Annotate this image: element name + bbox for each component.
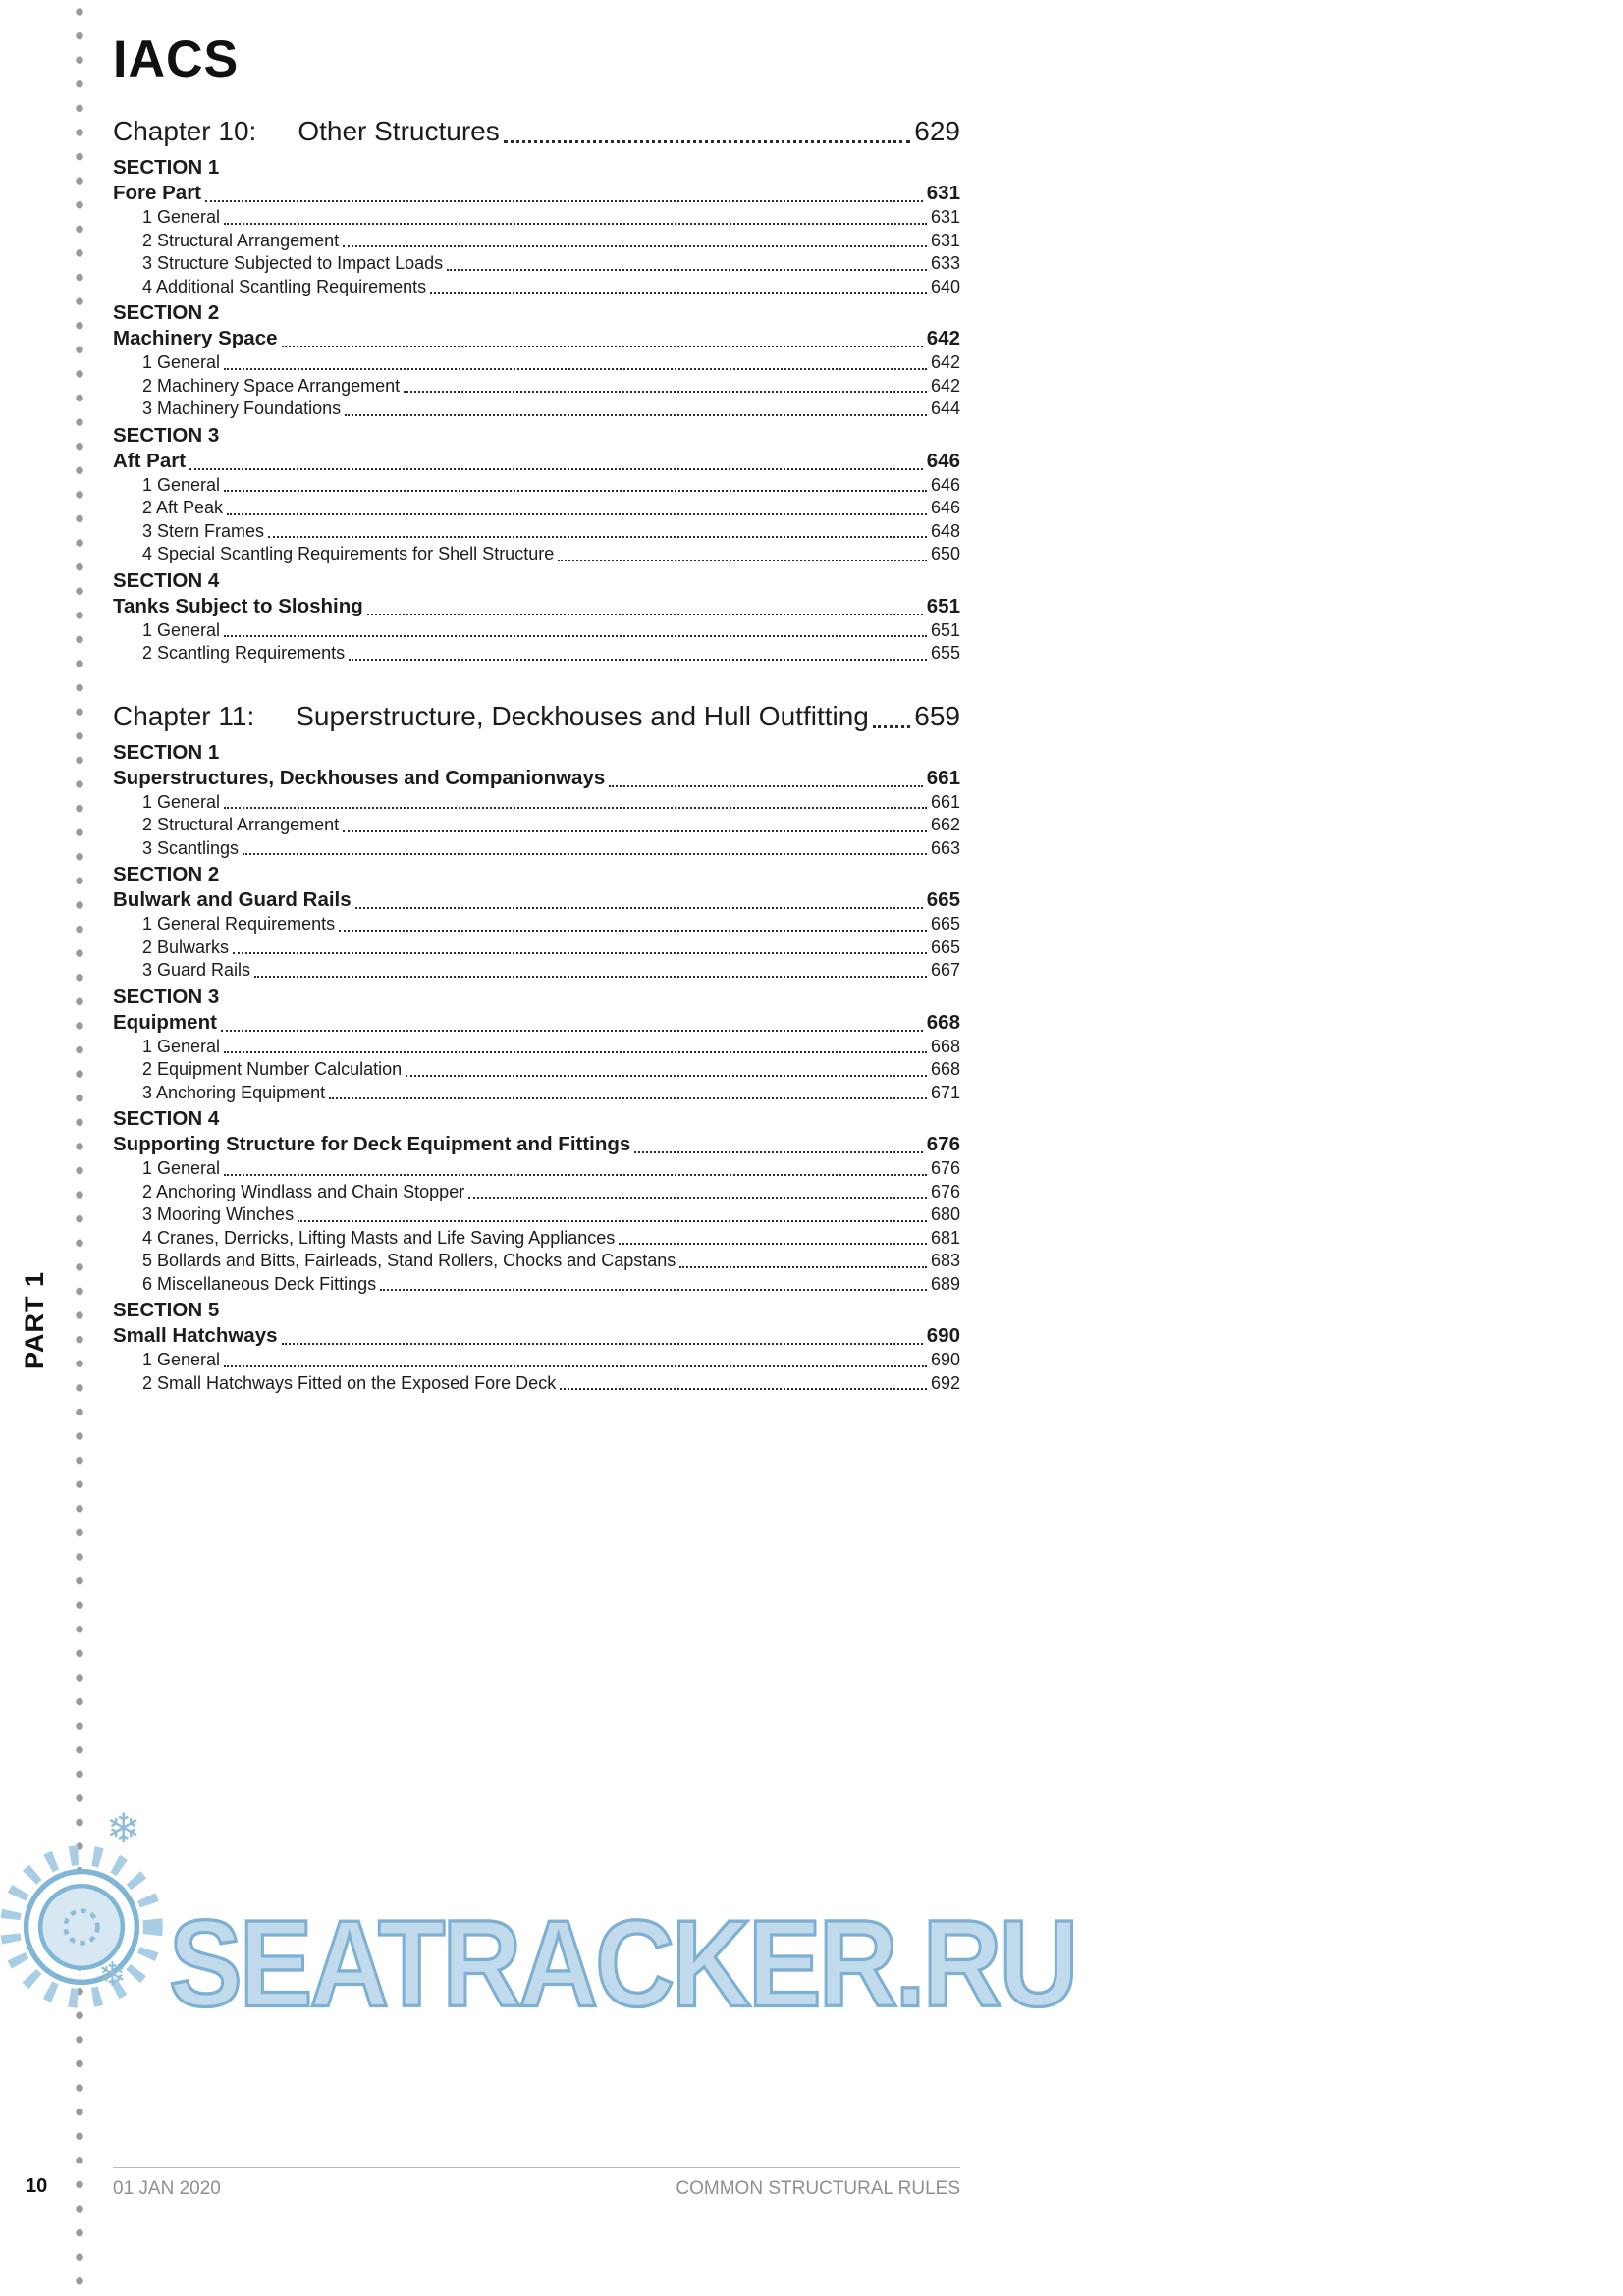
toc-row-item bbox=[113, 959, 960, 983]
footer-date: 01 JAN 2020 bbox=[113, 2178, 221, 2199]
toc-entry-title: 2 Machinery Space Arrangement bbox=[142, 375, 401, 396]
dot-leader bbox=[339, 930, 927, 932]
toc-row-section bbox=[113, 1132, 960, 1157]
toc-entry-title: 2 Equipment Number Calculation bbox=[142, 1059, 403, 1079]
toc-entry-page: 681 bbox=[930, 1227, 960, 1248]
toc-entry-title: 2 Aft Peak bbox=[142, 498, 224, 517]
section-label-text: SECTION 5 bbox=[113, 1299, 220, 1321]
dot-leader bbox=[224, 1174, 927, 1176]
dot-leader bbox=[447, 269, 927, 271]
toc-row-item bbox=[113, 1203, 960, 1227]
toc-entry-page: 676 bbox=[926, 1133, 960, 1155]
dot-leader bbox=[224, 490, 927, 492]
toc-entry-page: 690 bbox=[926, 1324, 960, 1347]
toc-row-section_label bbox=[113, 1106, 960, 1132]
toc-row-item bbox=[113, 1036, 960, 1059]
dot-leader bbox=[224, 635, 927, 637]
toc-row-section bbox=[113, 594, 960, 619]
toc-entry-title: Machinery Space bbox=[113, 327, 278, 349]
toc-row-section_label bbox=[113, 985, 960, 1010]
page-footer bbox=[113, 2167, 960, 2200]
toc-entry-page: 661 bbox=[930, 791, 960, 812]
toc-entry-page: 692 bbox=[930, 1372, 960, 1393]
toc-row-section_label bbox=[113, 1298, 960, 1323]
toc-entry-title: 4 Additional Scantling Requirements bbox=[142, 276, 427, 296]
section-label-text: SECTION 1 bbox=[113, 156, 220, 179]
toc-row-section bbox=[113, 887, 960, 913]
toc-row-item bbox=[113, 474, 960, 498]
toc-entry-page: 651 bbox=[926, 594, 960, 617]
toc-entry-page: 631 bbox=[930, 207, 960, 227]
toc-entry-title: 1 General bbox=[142, 474, 221, 495]
dot-leader bbox=[430, 292, 927, 294]
toc-entry-page: 667 bbox=[930, 960, 960, 980]
toc-entry-page: 676 bbox=[930, 1158, 960, 1178]
toc-entry-title: 1 General bbox=[142, 352, 221, 372]
toc-entry-title: Supporting Structure for Deck Equipment and Fittings bbox=[113, 1133, 631, 1155]
toc-entry-page: 655 bbox=[930, 643, 960, 663]
toc-entry-page: 680 bbox=[930, 1204, 960, 1224]
toc-row-item bbox=[113, 642, 960, 666]
dot-leader bbox=[224, 807, 927, 809]
toc-row-section_label bbox=[113, 568, 960, 594]
toc-row-section bbox=[113, 1010, 960, 1036]
watermark-text: SEATRACKER.RU bbox=[169, 1895, 1076, 2033]
toc-entry-page: 651 bbox=[930, 619, 960, 640]
section-label-text: SECTION 3 bbox=[113, 985, 220, 1008]
dot-leader bbox=[233, 952, 927, 954]
toc-row-item bbox=[113, 375, 960, 399]
section-label-text: SECTION 4 bbox=[113, 568, 220, 592]
part-label: PART 1 bbox=[20, 1271, 49, 1370]
toc-row-section bbox=[113, 766, 960, 791]
toc-entry-title: 2 Structural Arrangement bbox=[142, 815, 340, 834]
section-label-text: SECTION 4 bbox=[113, 1107, 220, 1130]
toc-entry-title: Chapter 11: Superstructure, Deckhouses and Hull Outfitting bbox=[113, 700, 869, 731]
toc-row-item bbox=[113, 1273, 960, 1297]
dot-leader bbox=[343, 830, 927, 832]
page-number: 10 bbox=[26, 2175, 48, 2197]
toc-entry-title: Superstructures, Deckhouses and Companionways bbox=[113, 766, 606, 789]
toc-entry-page: 642 bbox=[930, 352, 960, 372]
snowflake-icon: ❄ bbox=[106, 1804, 141, 1852]
toc-entry-page: 650 bbox=[930, 544, 960, 563]
sun-burst-icon bbox=[0, 1838, 171, 2021]
toc-entry-page: 648 bbox=[930, 520, 960, 541]
toc-entry-title: 1 General bbox=[142, 619, 221, 640]
dot-leader bbox=[189, 468, 923, 470]
dot-leader bbox=[609, 785, 923, 787]
dot-leader bbox=[355, 907, 923, 909]
dot-leader bbox=[560, 1388, 927, 1390]
toc-entry-page: 644 bbox=[930, 399, 960, 418]
toc-row-section bbox=[113, 1323, 960, 1349]
dot-leader bbox=[205, 200, 923, 202]
toc-entry-title: 3 Mooring Winches bbox=[142, 1204, 295, 1224]
dot-leader bbox=[254, 976, 927, 978]
toc-entry-title: 3 Stern Frames bbox=[142, 520, 265, 541]
toc-row-item bbox=[113, 1058, 960, 1082]
toc-entry-page: 642 bbox=[926, 327, 960, 349]
dot-leader bbox=[404, 391, 927, 393]
toc-entry-page: 663 bbox=[930, 837, 960, 858]
toc-entry-page: 676 bbox=[930, 1181, 960, 1201]
toc-entry-title: Bulwark and Guard Rails bbox=[113, 888, 352, 911]
toc-row-item bbox=[113, 1181, 960, 1204]
toc-entry-page: 631 bbox=[926, 182, 960, 204]
toc-entry-title: 1 General bbox=[142, 1350, 221, 1369]
toc-row-item bbox=[113, 791, 960, 815]
toc-entry-page: 671 bbox=[930, 1082, 960, 1102]
toc-entry-page: 629 bbox=[914, 116, 960, 146]
toc-row-item bbox=[113, 497, 960, 520]
toc bbox=[113, 112, 960, 1395]
dot-leader bbox=[558, 560, 927, 561]
toc-row-item bbox=[113, 814, 960, 837]
toc-row-item bbox=[113, 1227, 960, 1251]
toc-entry-page: 633 bbox=[930, 253, 960, 273]
toc-entry-page: 690 bbox=[930, 1350, 960, 1369]
toc-entry-page: 665 bbox=[930, 914, 960, 934]
toc-row-item bbox=[113, 351, 960, 375]
dot-leader bbox=[679, 1266, 927, 1268]
dot-leader bbox=[282, 346, 923, 347]
toc-entry-title: 4 Special Scantling Requirements for Shell Structure bbox=[142, 544, 555, 563]
toc-row-chapter bbox=[113, 112, 960, 151]
toc-entry-page: 668 bbox=[930, 1036, 960, 1056]
toc-row-section_label bbox=[113, 300, 960, 326]
toc-entry-title: 3 Structure Subjected to Impact Loads bbox=[142, 253, 444, 273]
dot-leader bbox=[619, 1243, 927, 1245]
toc-entry-title: 3 Scantlings bbox=[142, 837, 240, 858]
section-label-text: SECTION 2 bbox=[113, 863, 220, 885]
dot-leader bbox=[268, 536, 927, 538]
toc-entry-page: 689 bbox=[930, 1273, 960, 1294]
dot-leader bbox=[367, 614, 923, 615]
toc-entry-page: 665 bbox=[930, 936, 960, 957]
toc-entry-title: 1 General bbox=[142, 1036, 221, 1056]
toc-entry-page: 646 bbox=[930, 498, 960, 517]
dot-leader bbox=[634, 1151, 922, 1153]
dot-leader bbox=[224, 1365, 927, 1367]
toc-row-item bbox=[113, 1372, 960, 1396]
dot-leader bbox=[224, 368, 927, 370]
dot-leader bbox=[406, 1075, 927, 1077]
toc-entry-title: 2 Scantling Requirements bbox=[142, 643, 346, 663]
dot-leader bbox=[468, 1197, 927, 1199]
toc-row-item bbox=[113, 837, 960, 861]
dot-leader bbox=[345, 414, 927, 416]
toc-entry-page: 668 bbox=[926, 1010, 960, 1034]
toc-row-item bbox=[113, 276, 960, 299]
dot-leader bbox=[329, 1097, 927, 1099]
toc-entry-page: 683 bbox=[930, 1251, 960, 1270]
dot-leader bbox=[380, 1289, 927, 1291]
dot-leader bbox=[224, 1051, 927, 1053]
toc-entry-title: 1 General bbox=[142, 791, 221, 812]
toc-entry-title: Chapter 10: Other Structures bbox=[113, 116, 500, 146]
dot-leader bbox=[224, 223, 927, 225]
toc-entry-page: 665 bbox=[926, 888, 960, 911]
toc-row-item bbox=[113, 1157, 960, 1181]
dot-leader bbox=[227, 513, 927, 515]
section-label-text: SECTION 2 bbox=[113, 301, 220, 324]
toc-entry-title: 5 Bollards and Bitts, Fairleads, Stand Rollers, Chocks and Capstans bbox=[142, 1251, 676, 1270]
dot-leader bbox=[343, 245, 927, 247]
toc-row-section_label bbox=[113, 155, 960, 181]
dot-leader bbox=[873, 725, 910, 728]
dot-leader bbox=[504, 140, 911, 143]
toc-entry-page: 662 bbox=[930, 815, 960, 834]
toc-row-item bbox=[113, 520, 960, 544]
toc-row-section_label bbox=[113, 862, 960, 887]
page-content bbox=[113, 29, 960, 1395]
iacs-logo: IACS bbox=[113, 30, 240, 89]
toc-row-item bbox=[113, 1250, 960, 1273]
toc-entry-title: Small Hatchways bbox=[113, 1324, 278, 1347]
section-label-text: SECTION 3 bbox=[113, 423, 220, 447]
toc-entry-title: 2 Small Hatchways Fitted on the Exposed Fore Deck bbox=[142, 1372, 557, 1393]
toc-entry-title: Equipment bbox=[113, 1010, 217, 1034]
toc-row-item bbox=[113, 913, 960, 936]
toc-entry-title: 1 General bbox=[142, 1158, 221, 1178]
toc-row-item bbox=[113, 1349, 960, 1372]
toc-row-section_label bbox=[113, 740, 960, 766]
snowflake-icon: ❄ bbox=[98, 1955, 127, 1995]
toc-entry-page: 640 bbox=[930, 276, 960, 296]
toc-entry-title: 6 Miscellaneous Deck Fittings bbox=[142, 1273, 377, 1294]
toc-row-item bbox=[113, 619, 960, 643]
toc-row-item bbox=[113, 398, 960, 421]
toc-entry-title: Fore Part bbox=[113, 182, 201, 204]
toc-entry-title: 1 General Requirements bbox=[142, 914, 336, 934]
toc-row-section bbox=[113, 181, 960, 206]
toc-entry-title: 2 Structural Arrangement bbox=[142, 230, 340, 250]
toc-entry-title: Tanks Subject to Sloshing bbox=[113, 594, 363, 617]
dot-leader bbox=[282, 1343, 923, 1345]
dot-leader bbox=[298, 1220, 927, 1222]
dot-leader bbox=[243, 853, 927, 855]
dot-leader bbox=[221, 1030, 923, 1032]
toc-entry-title: 4 Cranes, Derricks, Lifting Masts and Life Saving Appliances bbox=[142, 1227, 616, 1248]
dot-leader bbox=[349, 659, 927, 661]
section-label-text: SECTION 1 bbox=[113, 740, 220, 764]
toc-entry-title: 3 Anchoring Equipment bbox=[142, 1082, 326, 1102]
toc-entry-title: 2 Bulwarks bbox=[142, 936, 230, 957]
toc-entry-page: 661 bbox=[926, 766, 960, 789]
toc-row-item bbox=[113, 543, 960, 566]
toc-entry-page: 659 bbox=[914, 700, 960, 731]
toc-row-item bbox=[113, 936, 960, 960]
toc-entry-title: Aft Part bbox=[113, 449, 187, 472]
toc-entry-title: 3 Guard Rails bbox=[142, 960, 251, 980]
toc-row-item bbox=[113, 206, 960, 230]
toc-row-item bbox=[113, 230, 960, 253]
toc-entry-page: 646 bbox=[930, 474, 960, 495]
toc-row-section bbox=[113, 326, 960, 351]
toc-row-item bbox=[113, 1082, 960, 1105]
toc-entry-page: 646 bbox=[926, 449, 960, 472]
footer-document-title: COMMON STRUCTURAL RULES bbox=[676, 2178, 960, 2199]
toc-entry-title: 3 Machinery Foundations bbox=[142, 399, 342, 418]
toc-entry-title: 2 Anchoring Windlass and Chain Stopper bbox=[142, 1181, 465, 1201]
toc-row-chapter bbox=[113, 697, 960, 736]
toc-entry-page: 631 bbox=[930, 230, 960, 250]
toc-row-section_label bbox=[113, 423, 960, 449]
toc-row-section bbox=[113, 449, 960, 474]
toc-row-item bbox=[113, 252, 960, 276]
toc-entry-title: 1 General bbox=[142, 207, 221, 227]
toc-entry-page: 668 bbox=[930, 1059, 960, 1079]
toc-entry-page: 642 bbox=[930, 375, 960, 396]
